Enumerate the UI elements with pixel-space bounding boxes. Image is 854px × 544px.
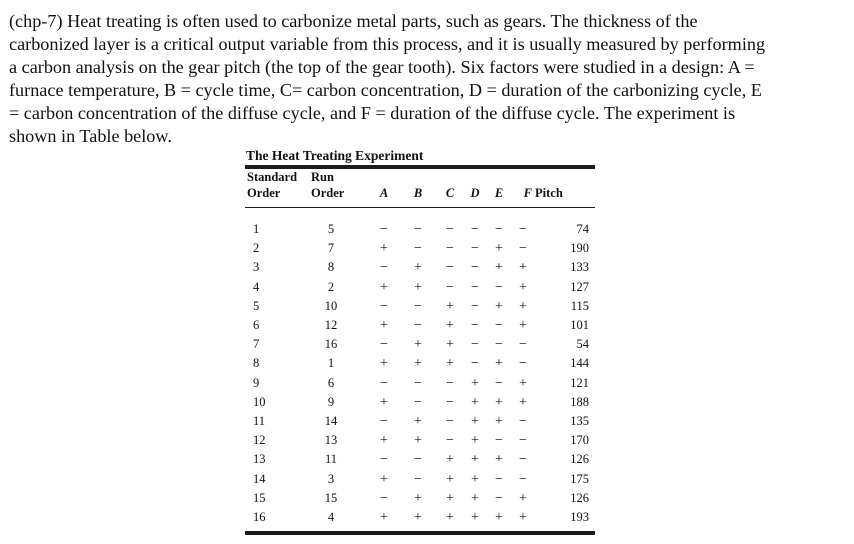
cell-factor-a: − (380, 375, 388, 391)
cell-run-order: 1 (327, 356, 335, 371)
header-run-bottom: Order (311, 186, 345, 200)
cell-pitch: 126 (570, 452, 589, 467)
cell-run-order: 9 (327, 394, 335, 409)
cell-run-order: 11 (324, 452, 338, 467)
cell-pitch: 126 (570, 490, 589, 505)
header-standard-bottom: Order (247, 186, 281, 200)
cell-factor-e: + (495, 510, 503, 526)
cell-factor-d: + (471, 452, 479, 468)
cell-run-order: 7 (327, 241, 335, 256)
cell-factor-b: + (414, 433, 422, 449)
cell-factor-c: − (446, 414, 454, 430)
cell-factor-b: − (414, 241, 422, 257)
table-title: The Heat Treating Experiment (246, 148, 424, 163)
cell-factor-c: + (446, 490, 454, 506)
cell-factor-a: + (380, 356, 388, 372)
cell-standard-order: 12 (253, 433, 266, 448)
cell-factor-e: − (495, 318, 503, 334)
cell-factor-a: + (380, 471, 388, 487)
cell-factor-e: − (495, 433, 503, 449)
cell-factor-d: − (471, 318, 479, 334)
cell-standard-order: 6 (253, 318, 260, 333)
cell-factor-d: + (471, 414, 479, 430)
cell-run-order: 14 (324, 414, 338, 429)
cell-factor-e: − (495, 490, 503, 506)
cell-run-order: 12 (324, 318, 338, 333)
table-row (245, 489, 595, 508)
cell-factor-f: − (519, 222, 527, 237)
header-factor-c: C (445, 186, 455, 200)
cell-factor-a: − (380, 222, 388, 237)
cell-factor-c: + (446, 318, 454, 334)
table-row (245, 297, 595, 316)
cell-factor-a: − (380, 490, 388, 506)
cell-factor-d: − (471, 356, 479, 372)
table-row (245, 508, 595, 527)
cell-standard-order: 9 (253, 375, 260, 390)
cell-factor-b: − (414, 471, 422, 487)
cell-pitch: 188 (570, 394, 589, 409)
table-row (245, 220, 595, 239)
cell-pitch: 135 (570, 414, 589, 429)
cell-factor-c: − (446, 222, 454, 237)
table-row (245, 316, 595, 335)
table-row (245, 258, 595, 277)
cell-factor-a: + (380, 318, 388, 334)
cell-factor-f: − (519, 452, 527, 468)
table-row (245, 239, 595, 258)
cell-run-order: 3 (327, 471, 335, 486)
cell-pitch: 133 (570, 260, 589, 275)
cell-factor-d: − (471, 222, 479, 237)
cell-standard-order: 1 (253, 222, 260, 236)
cell-factor-d: + (471, 471, 479, 487)
cell-factor-c: − (446, 433, 454, 449)
cell-factor-c: + (446, 337, 454, 353)
cell-factor-b: + (414, 414, 422, 430)
cell-run-order: 5 (327, 222, 335, 236)
cell-factor-f: − (519, 414, 527, 430)
cell-run-order: 13 (324, 433, 338, 448)
cell-pitch: 175 (570, 471, 589, 486)
table-bottom-rule (245, 531, 595, 535)
cell-run-order: 10 (324, 298, 338, 313)
cell-factor-a: + (380, 241, 388, 257)
cell-factor-d: + (471, 490, 479, 506)
cell-run-order: 8 (327, 260, 335, 275)
table-row (245, 431, 595, 450)
problem-line-1: (chp-7) Heat treating is often used to carbonize metal parts, such as gears. The thickness of the (9, 11, 698, 31)
cell-factor-e: − (495, 375, 503, 391)
cell-factor-e: + (495, 414, 503, 430)
cell-pitch: 101 (570, 318, 589, 333)
cell-factor-c: + (446, 452, 454, 468)
cell-standard-order: 10 (253, 394, 266, 409)
cell-factor-f: + (519, 394, 527, 410)
problem-line-5: = carbon concentration of the diffuse cycle, and F = duration of the diffuse cycle. The experiment is (9, 103, 736, 123)
cell-standard-order: 15 (253, 490, 266, 505)
cell-factor-f: − (519, 241, 527, 257)
cell-factor-d: + (471, 510, 479, 526)
header-factor-a: A (379, 186, 389, 200)
cell-factor-f: + (519, 490, 527, 506)
cell-factor-c: − (446, 279, 454, 295)
cell-factor-f: − (519, 356, 527, 372)
cell-factor-f: + (519, 279, 527, 295)
cell-factor-d: − (471, 279, 479, 295)
cell-factor-a: − (380, 298, 388, 314)
table-row (245, 354, 595, 373)
problem-line-4: furnace temperature, B = cycle time, C= carbon concentration, D = duration of the carbonizing cycle, E (9, 80, 762, 100)
cell-factor-c: − (446, 394, 454, 410)
cell-standard-order: 14 (253, 471, 266, 486)
table-row (245, 412, 595, 431)
cell-factor-e: + (495, 298, 503, 314)
header-run-top: Run (311, 170, 334, 184)
cell-pitch: 127 (570, 279, 589, 294)
table-row (245, 374, 595, 393)
cell-factor-b: + (414, 337, 422, 353)
cell-factor-a: − (380, 414, 388, 430)
problem-line-2: carbonized layer is a critical output variable from this process, and it is usually measured by performing (9, 34, 766, 54)
table-row (245, 450, 595, 469)
cell-factor-c: + (446, 471, 454, 487)
cell-factor-e: − (495, 337, 503, 353)
header-factor-d: D (470, 186, 480, 200)
cell-pitch: 121 (570, 375, 589, 390)
cell-factor-b: − (414, 298, 422, 314)
table-row (245, 335, 595, 354)
cell-standard-order: 3 (253, 260, 260, 275)
cell-factor-a: + (380, 394, 388, 410)
cell-factor-c: − (446, 241, 454, 257)
cell-factor-b: − (414, 222, 422, 237)
cell-run-order: 6 (327, 375, 335, 390)
cell-factor-b: − (414, 375, 422, 391)
cell-factor-c: + (446, 356, 454, 372)
cell-factor-e: − (495, 471, 503, 487)
cell-factor-d: + (471, 394, 479, 410)
cell-factor-b: − (414, 452, 422, 468)
cell-pitch: 190 (570, 241, 589, 256)
header-factor-f: F (523, 186, 532, 200)
cell-factor-e: + (495, 356, 503, 372)
cell-factor-e: + (495, 241, 503, 257)
cell-run-order: 16 (324, 337, 338, 352)
table-row (245, 393, 595, 412)
cell-factor-c: − (446, 375, 454, 391)
cell-standard-order: 16 (253, 510, 266, 525)
cell-factor-f: + (519, 298, 527, 314)
table-row (245, 470, 595, 489)
table-body (245, 208, 595, 527)
cell-factor-d: − (471, 337, 479, 353)
cell-run-order: 2 (327, 279, 335, 294)
header-factor-e: E (494, 186, 504, 200)
cell-standard-order: 13 (253, 452, 266, 467)
cell-factor-d: + (471, 375, 479, 391)
cell-standard-order: 2 (253, 241, 260, 256)
cell-factor-e: − (495, 222, 503, 237)
table-row (245, 278, 595, 297)
cell-factor-b: + (414, 260, 422, 276)
cell-factor-a: − (380, 260, 388, 276)
cell-factor-c: + (446, 510, 454, 526)
cell-pitch: 115 (570, 298, 589, 313)
problem-line-6: shown in Table below. (9, 126, 172, 146)
cell-factor-b: + (414, 490, 422, 506)
cell-standard-order: 4 (253, 279, 260, 294)
cell-standard-order: 11 (253, 414, 266, 429)
header-factor-b: B (413, 186, 423, 200)
cell-run-order: 15 (324, 490, 338, 505)
table-header (245, 169, 595, 208)
cell-factor-f: + (519, 510, 527, 526)
cell-standard-order: 5 (253, 298, 260, 313)
cell-factor-b: − (414, 318, 422, 334)
cell-factor-b: + (414, 356, 422, 372)
cell-factor-d: − (471, 241, 479, 257)
cell-factor-c: − (446, 260, 454, 276)
cell-factor-a: + (380, 433, 388, 449)
cell-factor-f: + (519, 260, 527, 276)
cell-factor-a: + (380, 279, 388, 295)
cell-factor-d: + (471, 433, 479, 449)
cell-pitch: 193 (570, 510, 589, 525)
cell-factor-e: − (495, 279, 503, 295)
cell-factor-a: − (380, 452, 388, 468)
cell-factor-e: + (495, 260, 503, 276)
heat-treating-table (245, 169, 595, 527)
cell-run-order: 4 (327, 510, 335, 525)
cell-factor-f: − (519, 433, 527, 449)
problem-line-3: a carbon analysis on the gear pitch (the top of the gear tooth). Six factors were studied in a design: A = (9, 57, 755, 77)
cell-factor-f: − (519, 337, 527, 353)
cell-factor-b: + (414, 279, 422, 295)
cell-factor-a: − (380, 337, 388, 353)
cell-standard-order: 7 (253, 337, 260, 352)
cell-pitch: 74 (576, 222, 589, 236)
cell-pitch: 144 (570, 356, 589, 371)
cell-factor-d: − (471, 260, 479, 276)
cell-factor-c: + (446, 298, 454, 314)
cell-factor-f: + (519, 375, 527, 391)
problem-statement (9, 10, 835, 148)
cell-factor-e: + (495, 394, 503, 410)
cell-factor-f: − (519, 471, 527, 487)
cell-standard-order: 8 (253, 356, 260, 371)
cell-factor-b: − (414, 394, 422, 410)
header-standard-top: Standard (247, 170, 298, 184)
cell-pitch: 170 (570, 433, 589, 448)
cell-factor-e: + (495, 452, 503, 468)
header-pitch: Pitch (535, 186, 563, 200)
cell-factor-b: + (414, 510, 422, 526)
cell-pitch: 54 (576, 337, 589, 352)
cell-factor-f: + (519, 318, 527, 334)
heat-treating-table-block (245, 147, 595, 535)
cell-factor-a: + (380, 510, 388, 526)
cell-factor-d: − (471, 298, 479, 314)
